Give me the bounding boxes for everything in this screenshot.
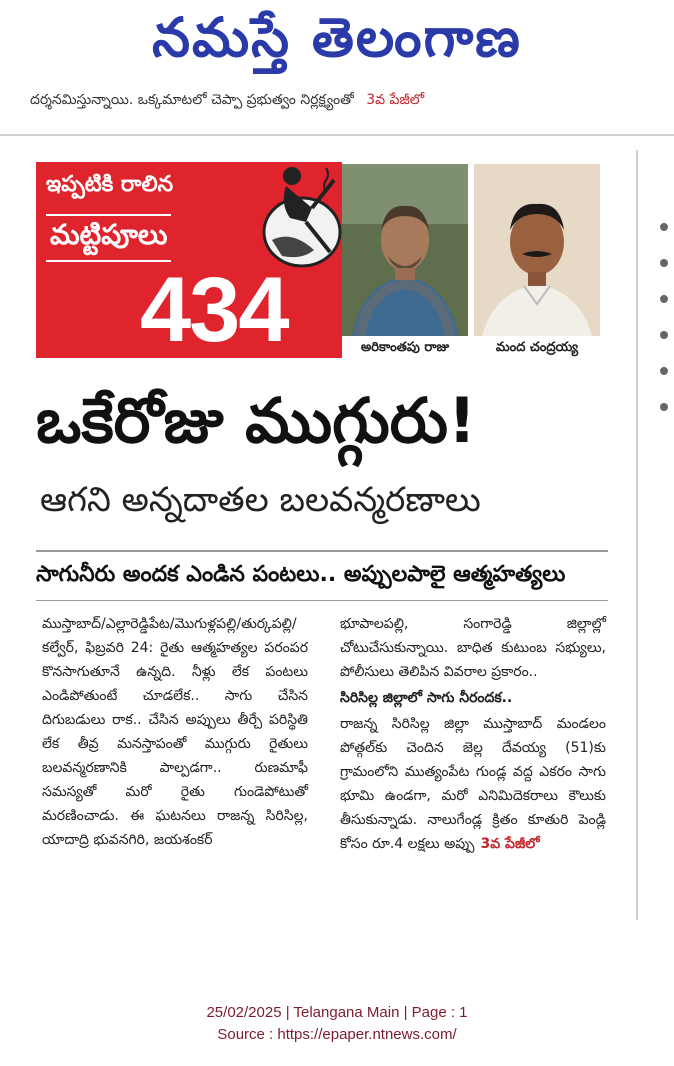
continued-label: 3వ పేజీలో	[480, 836, 540, 852]
callout-line2: మట్టిపూలు	[46, 214, 171, 262]
bullet-icon	[660, 331, 668, 339]
continued-ref: 3వ పేజీలో	[366, 92, 425, 108]
bullet-icon	[660, 367, 668, 375]
subheadline: ఆగని అన్నదాతల బలవన్మరణాలు	[40, 480, 481, 520]
headline: ఒకేరోజు ముగ్గురు!	[36, 384, 477, 457]
masthead	[0, 0, 674, 78]
column2-text: రాజన్న సిరిసిల్ల జిల్లా ముస్తాబాద్ మండలం పోత్గల్‌కు చెందిన జెల్ల దేవయ్య (51)కు గ్రామంలోని ముత్యంపేట గుండ్ల వద్ద ఎకరం సాగు భూమి ఉండగా, మరో ఎనిమిదెకరాలు కౌలుకు తీసుకున్నాడు. నాలుగేండ్ల క్రితం కూతురి పెండ్లి కోసం రూ.4 లక్షలు అప్పు	[340, 716, 606, 852]
kicker: సాగునీరు అందక ఎండిన పంటలు.. అప్పులపాలై ఆత్మహత్యలు	[36, 562, 566, 587]
farmer-plough-icon	[252, 160, 344, 272]
article-column-1	[42, 612, 308, 852]
article-column-2	[340, 612, 606, 856]
bullet-icon	[660, 259, 668, 267]
column-divider	[636, 150, 638, 920]
photo-farmer-2	[474, 164, 600, 336]
page-footer	[0, 1002, 674, 1046]
bullet-icon	[660, 403, 668, 411]
newspaper-title: నమస్తే తెలంగాణ	[152, 6, 522, 69]
column1-text: ముస్తాబాద్/ఎల్లారెడ్డిపేట/మొగుళ్లపల్లి/తుర్కపల్లి/కల్వేర్, ఫిబ్రవరి 24: రైతు ఆత్మహత్యల పరంపర కొనసాగుతూనే ఉన్నది. నీళ్లు లేక పంటలు ఎండిపోతుంటే చూడలేక.. సాగు చేసిన దిగుబడులు రాక.. చేసిన అప్పులు తీర్చే పరిస్థితి లేక తీవ్ర మనస్తాపంతో ముగ్గురు రైతులు బలవన్మరణానికి పాల్పడగా.. రుణమాఫీ సమస్యతో మరో రైతు గుండెపోటుతో మరణించాడు. ఈ ఘటనలు రాజన్న సిరిసిల్ల, యాదాద్రి భువనగిరి, జయశంకర్	[42, 616, 308, 848]
top-divider	[0, 134, 674, 136]
adjacent-column-clip	[652, 160, 674, 920]
column2-subheading: సిరిసిల్ల జిల్లాలో సాగు నీరందక..	[340, 690, 513, 706]
footer-source[interactable]: Source : https://epaper.ntnews.com/	[217, 1026, 457, 1043]
column2-paragraph-2	[340, 712, 606, 856]
bullet-icon	[660, 295, 668, 303]
callout-line1: ఇప్పటికి రాలిన	[46, 172, 174, 197]
photo-caption-1: అరికాంతపు రాజు	[360, 340, 450, 355]
callout-count: 434	[140, 259, 288, 358]
kicker-divider-top	[36, 550, 608, 552]
photo-farmer-1	[342, 164, 468, 336]
bullet-icon	[660, 223, 668, 231]
previous-article-strip	[30, 92, 640, 118]
strip-text: దర్శనమిస్తున్నాయి. ఒక్కమాటలో చెప్పా ప్రభుత్వం నిర్లక్ష్యంతో	[30, 92, 354, 108]
adjacent-heading-fragment	[652, 160, 674, 195]
photo-caption-2: మంద చంద్రయ్య	[495, 340, 579, 355]
person-portrait-icon	[342, 164, 468, 336]
column2-paragraph-1: భూపాలపల్లి, సంగారెడ్డి జిల్లాల్లో చోటుచేసుకున్నాయి. బాధిత కుటుంబ సభ్యులు, పోలీసులు తెలిపిన వివరాల ప్రకారం..	[340, 616, 606, 680]
person-portrait-icon	[474, 164, 600, 336]
footer-date-page: 25/02/2025 | Telangana Main | Page : 1	[206, 1004, 468, 1021]
kicker-divider-bottom	[36, 600, 608, 601]
